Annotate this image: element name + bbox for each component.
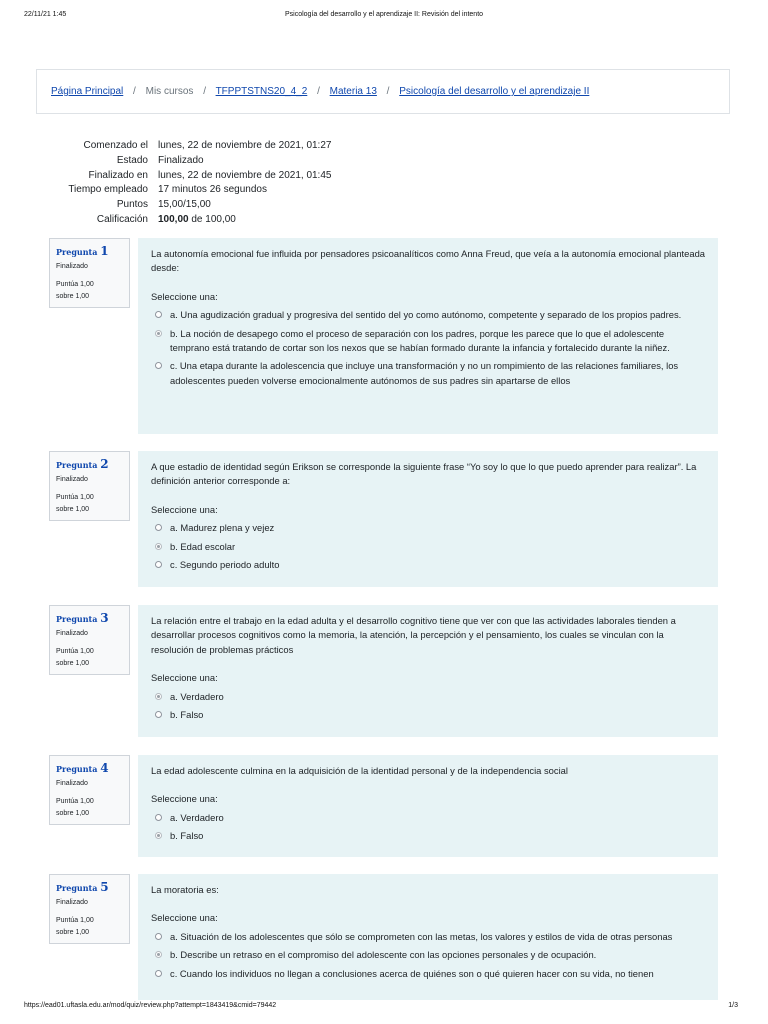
- question-prompt: Seleccione una:: [151, 912, 218, 924]
- radio-button[interactable]: [155, 311, 162, 318]
- question-grade-max: sobre 1,00: [56, 810, 90, 817]
- question-grade-score: Puntúa 1,00: [56, 281, 94, 288]
- question-content-2: [138, 451, 718, 587]
- question-info-1: [49, 238, 130, 308]
- question-label: Pregunta: [56, 460, 98, 470]
- question-label: Pregunta: [56, 764, 98, 774]
- question-prompt: Seleccione una:: [151, 793, 218, 805]
- question-grade: [56, 796, 123, 820]
- question-title: [56, 880, 123, 894]
- question-title: [56, 761, 123, 775]
- question-number: 2: [100, 457, 109, 471]
- radio-button[interactable]: [155, 970, 162, 977]
- question-text: A que estadio de identidad según Erikson se corresponde la siguiente frase “Yo soy lo que lo que puedo aprender para realizar”. La definición anterior corresponde a:: [151, 461, 697, 487]
- question-prompt: Seleccione una:: [151, 290, 218, 302]
- question-number: 5: [100, 880, 109, 894]
- question-state: Finalizado: [56, 630, 88, 637]
- option-label: c. Segundo periodo adulto: [170, 559, 280, 571]
- summary-label: Estado: [116, 154, 148, 166]
- summary-label: Finalizado en: [88, 169, 148, 181]
- summary-value: lunes, 22 de noviembre de 2021, 01:27: [158, 140, 332, 151]
- question-info-3: [49, 605, 130, 675]
- radio-button[interactable]: [155, 362, 162, 369]
- answer-option[interactable]: [151, 967, 705, 981]
- radio-button-selected[interactable]: [155, 951, 162, 958]
- question-grade-max: sobre 1,00: [56, 660, 90, 667]
- question-number: 3: [100, 611, 109, 625]
- question-content-1: [138, 238, 718, 434]
- answer-option[interactable]: [151, 308, 705, 322]
- answer-option[interactable]: [151, 948, 705, 962]
- question-label: Pregunta: [56, 614, 98, 624]
- question-state: Finalizado: [56, 780, 88, 787]
- answer-option[interactable]: [151, 359, 705, 388]
- question-number: 1: [100, 244, 109, 258]
- answer-option[interactable]: [151, 930, 705, 944]
- question-grade-score: Puntúa 1,00: [56, 648, 94, 655]
- question-grade: [56, 279, 123, 303]
- radio-button[interactable]: [155, 814, 162, 821]
- breadcrumb-separator: /: [317, 86, 320, 97]
- question-prompt: Seleccione una:: [151, 672, 218, 684]
- radio-button-selected[interactable]: [155, 832, 162, 839]
- answer-option[interactable]: [151, 690, 705, 704]
- question-grade: [56, 646, 123, 670]
- summary-label: Calificación: [96, 213, 148, 225]
- question-title: [56, 244, 123, 258]
- question-title: [56, 611, 123, 625]
- question-state: Finalizado: [56, 899, 88, 906]
- breadcrumb-separator: /: [203, 86, 206, 97]
- breadcrumb-my-courses: Mis cursos: [145, 86, 194, 97]
- option-label: b. Falso: [170, 709, 204, 721]
- question-grade-max: sobre 1,00: [56, 506, 90, 513]
- option-label: b. La noción de desapego como el proceso de separación con los padres, porque les parece que lo que el adolescente temprano está tratando de cortar son los nexos que se habían formado durante la infancia y fortalecido durante la niñez.: [170, 327, 670, 354]
- question-content-3: [138, 605, 718, 737]
- print-header: [24, 11, 744, 21]
- option-label: b. Falso: [170, 830, 204, 842]
- question-prompt: Seleccione una:: [151, 503, 218, 515]
- question-state: Finalizado: [56, 476, 88, 483]
- summary-value: 17 minutos 26 segundos: [158, 184, 267, 196]
- option-label: b. Edad escolar: [170, 540, 236, 552]
- option-label: a. Situación de los adolescentes que sólo se comprometen con las metas, los valores y estilos de vida de otras personas: [170, 930, 673, 942]
- question-content-4: [138, 755, 718, 857]
- grade-score: 100,00: [158, 213, 189, 225]
- option-label: c. Cuando los individuos no llegan a conclusiones acerca de quiénes son o qué quieren hacer con su vida, no tienen: [170, 967, 654, 979]
- print-url: https://ead01.uftasla.edu.ar/mod/quiz/review.php?attempt=1843419&cmid=79442: [24, 1002, 277, 1009]
- breadcrumb-activity-link[interactable]: Psicología del desarrollo y el aprendizaje II: [399, 86, 590, 97]
- summary-value: 15,00/15,00: [158, 199, 211, 211]
- answer-option[interactable]: [151, 558, 705, 572]
- question-title: [56, 457, 123, 471]
- question-content-5: [138, 874, 718, 1000]
- question-label: Pregunta: [56, 883, 98, 893]
- breadcrumb-home-link[interactable]: Página Principal: [51, 86, 124, 97]
- summary-value: [158, 214, 236, 225]
- question-text: La moratoria es:: [151, 884, 219, 895]
- question-grade-score: Puntúa 1,00: [56, 494, 94, 501]
- answer-option[interactable]: [151, 708, 705, 722]
- question-info-4: [49, 755, 130, 825]
- radio-button[interactable]: [155, 711, 162, 718]
- question-grade-score: Puntúa 1,00: [56, 798, 94, 805]
- question-grade: [56, 492, 123, 516]
- question-text: La relación entre el trabajo en la edad adulta y el desarrollo cognitivo tiene que ver con que las actividades laborales tienden a desarrollar procesos cognitivos como la memoria, la atención, la percepción y el pensamiento, los cuales se vinculan con la resolución de problemas prácticos: [151, 615, 676, 655]
- option-label: c. Una etapa durante la adolescencia que incluye una transformación y no un rompimiento de las relaciones familiares, los adolescentes pueden volverse emocionalmente autónomos de sus padres sin apartarse de ellos: [170, 360, 679, 386]
- question-text: La edad adolescente culmina en la adquisición de la identidad personal y de la independencia social: [151, 765, 568, 776]
- summary-label: Puntos: [116, 199, 148, 211]
- question-grade-max: sobre 1,00: [56, 293, 90, 300]
- answer-option[interactable]: [151, 521, 705, 535]
- print-datetime: 22/11/21 1:45: [24, 11, 67, 18]
- radio-button[interactable]: [155, 561, 162, 568]
- summary-value: lunes, 22 de noviembre de 2021, 01:45: [158, 169, 332, 181]
- print-page-title: Psicología del desarrollo y el aprendizaje II: Revisión del intento: [284, 11, 484, 18]
- breadcrumb-separator: /: [386, 86, 390, 97]
- summary-label: Tiempo empleado: [68, 184, 148, 196]
- summary-value: Finalizado: [158, 154, 204, 166]
- option-label: a. Madurez plena y vejez: [170, 522, 275, 534]
- summary-label: Comenzado el: [83, 140, 148, 151]
- option-label: a. Verdadero: [170, 690, 224, 702]
- answer-option[interactable]: [151, 811, 705, 825]
- question-info-2: [49, 451, 130, 521]
- breadcrumb-course-link[interactable]: TFPPTSTNS20_4_2: [215, 86, 308, 97]
- breadcrumb-subject-link[interactable]: Materia 13: [329, 86, 377, 97]
- question-state: Finalizado: [56, 263, 88, 270]
- option-label: a. Verdadero: [170, 811, 224, 823]
- print-footer: [24, 1002, 744, 1012]
- question-grade: [56, 915, 123, 939]
- breadcrumb-separator: /: [133, 86, 136, 97]
- radio-button-selected[interactable]: [155, 330, 162, 337]
- breadcrumb-container: [36, 69, 730, 114]
- option-label: a. Una agudización gradual y progresiva del sentido del yo como autónomo, competente y separado de los propios padres.: [170, 309, 682, 321]
- radio-button-selected[interactable]: [155, 543, 162, 550]
- question-grade-score: Puntúa 1,00: [56, 917, 94, 924]
- breadcrumb: [51, 86, 589, 97]
- radio-button-selected[interactable]: [155, 693, 162, 700]
- answer-option[interactable]: [151, 327, 705, 356]
- radio-button[interactable]: [155, 524, 162, 531]
- radio-button[interactable]: [155, 933, 162, 940]
- question-label: Pregunta: [56, 247, 98, 257]
- answer-option[interactable]: [151, 540, 705, 554]
- question-info-5: [49, 874, 130, 944]
- question-number: 4: [100, 761, 109, 775]
- grade-rest: de 100,00: [191, 213, 236, 225]
- question-text: La autonomía emocional fue influida por pensadores psicoanalíticos como Anna Freud, que veía a la autonomía emocional planteada desde:: [151, 248, 706, 274]
- option-label: b. Describe un retraso en el compromiso del adolescente con las opciones personales y de ocupación.: [170, 949, 597, 961]
- answer-option[interactable]: [151, 829, 705, 843]
- print-page-number: 1/3: [728, 1002, 738, 1009]
- question-grade-max: sobre 1,00: [56, 929, 90, 936]
